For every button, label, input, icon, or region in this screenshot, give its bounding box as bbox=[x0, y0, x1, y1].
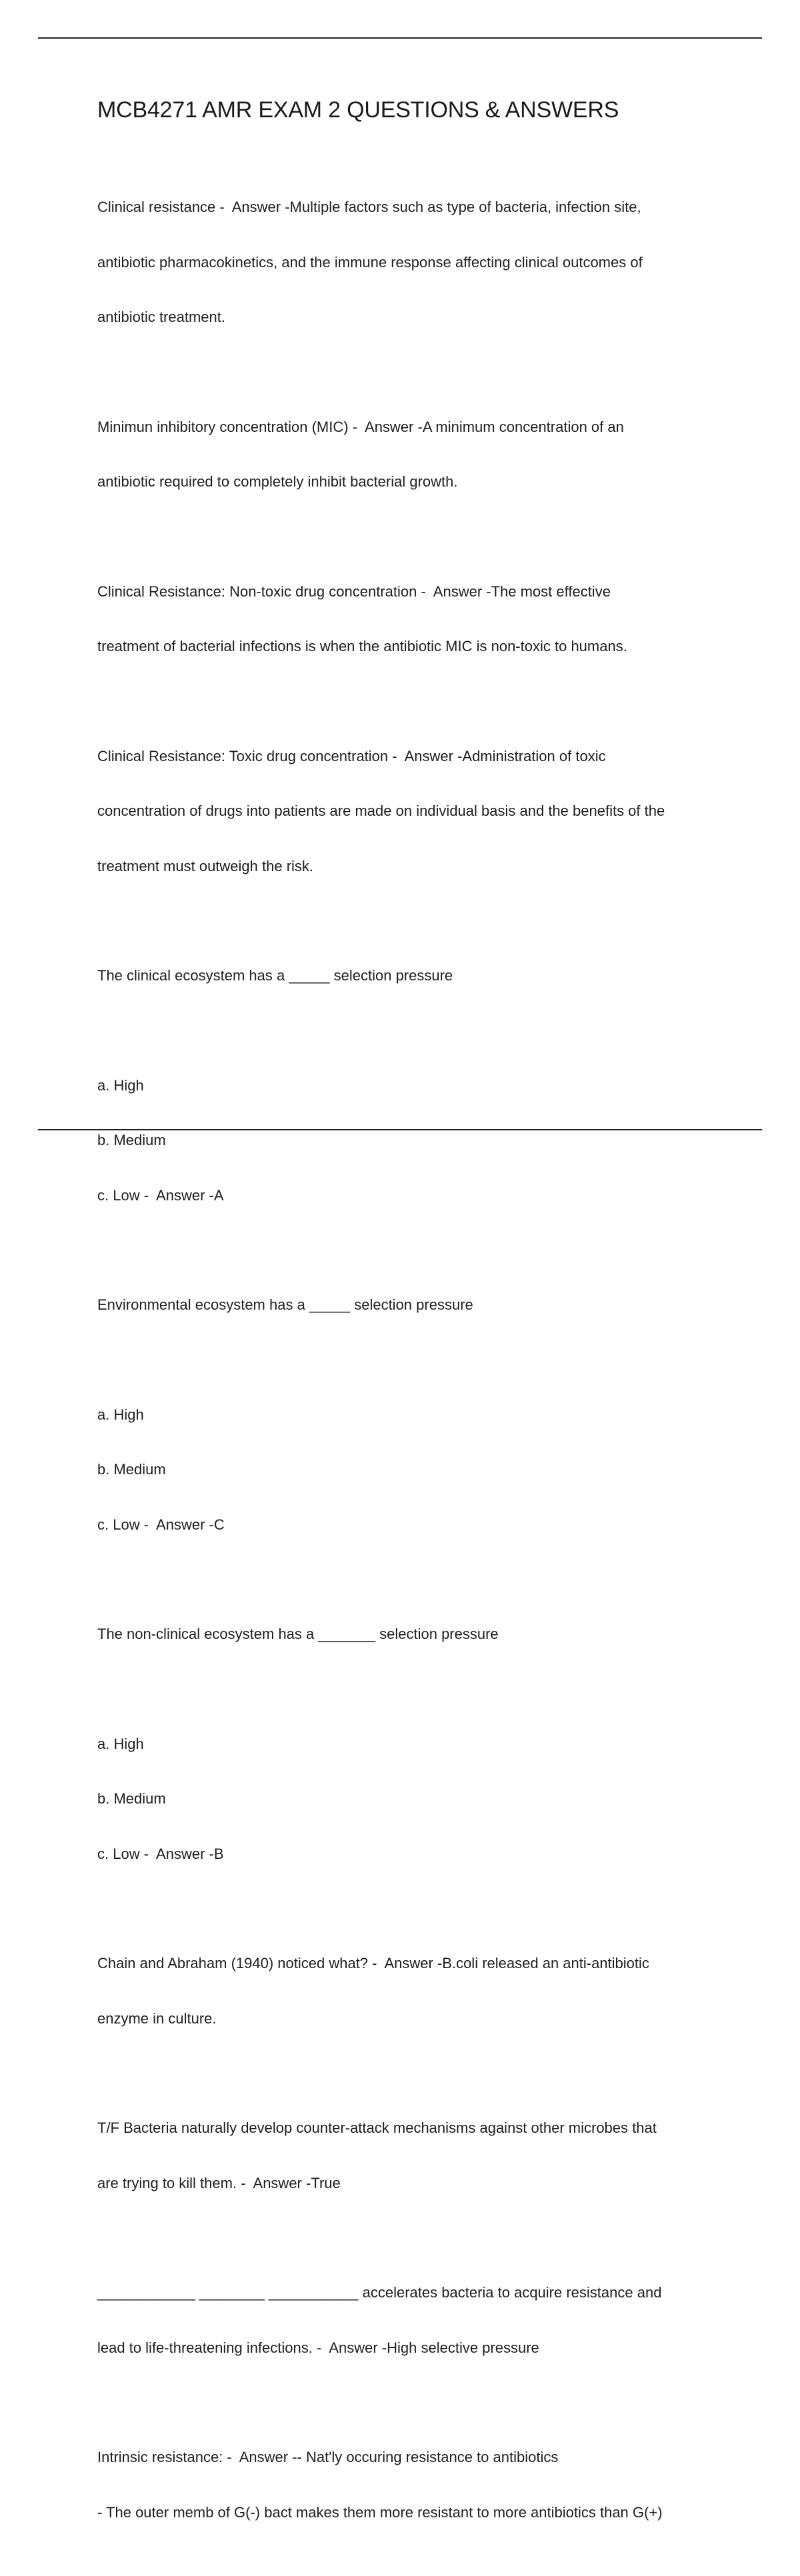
document-body bbox=[97, 95, 734, 2576]
option-a: a. High bbox=[97, 1735, 144, 1752]
entry-line: enzyme in culture. bbox=[97, 2009, 217, 2027]
entry-line: Chain and Abraham (1940) noticed what? - Answer -B.coli released an anti-antibiotic bbox=[97, 1955, 649, 1971]
qa-entry bbox=[97, 710, 734, 912]
option-b: b. Medium bbox=[97, 1790, 166, 1807]
entry-line: ____________ ________ ___________ accelerates bacteria to acquire resistance and bbox=[97, 2284, 662, 2301]
answer-options bbox=[97, 1369, 734, 1571]
option-a: a. High bbox=[97, 1406, 144, 1423]
entry-line: T/F Bacteria naturally develop counter-attack mechanisms against other microbes that bbox=[97, 2119, 657, 2136]
option-b: b. Medium bbox=[97, 1132, 166, 1148]
option-c: c. Low - Answer -B bbox=[97, 1845, 224, 1862]
qa-entry bbox=[97, 546, 734, 692]
qa-entry bbox=[97, 2247, 734, 2393]
entry-line: Clinical resistance - Answer -Multiple factors such as type of bacteria, infection site, bbox=[97, 199, 641, 215]
option-a: a. High bbox=[97, 1076, 144, 1094]
option-b: b. Medium bbox=[97, 1461, 166, 1478]
entry-line: The clinical ecosystem has a _____ selection pressure bbox=[97, 967, 453, 984]
entry-line: Intrinsic resistance: - Answer -- Nat'ly occuring resistance to antibiotics bbox=[97, 2449, 559, 2465]
qa-entry bbox=[97, 161, 734, 363]
qa-entry bbox=[97, 2411, 734, 2558]
entry-line: lead to life-threatening infections. - Answer -High selective pressure bbox=[97, 2339, 539, 2356]
entry-line: Minimun inhibitory concentration (MIC) - Answer -A minimum concentration of an bbox=[97, 418, 624, 435]
option-c: c. Low - Answer -A bbox=[97, 1186, 224, 1204]
question-stem bbox=[97, 930, 734, 1022]
qa-entry bbox=[97, 381, 734, 528]
answer-options bbox=[97, 1040, 734, 1242]
entry-line: antibiotic pharmacokinetics, and the immune response affecting clinical outcomes of bbox=[97, 253, 643, 271]
entry-line: antibiotic required to completely inhibit bacterial growth. bbox=[97, 473, 458, 490]
entry-line: Clinical Resistance: Non-toxic drug concentration - Answer -The most effective bbox=[97, 583, 611, 600]
entry-line: antibiotic treatment. bbox=[97, 309, 225, 325]
entry-line: treatment must outweigh the risk. bbox=[97, 857, 314, 874]
question-stem bbox=[97, 1259, 734, 1351]
qa-entry bbox=[97, 2082, 734, 2229]
qa-entry bbox=[97, 1918, 734, 2064]
entry-line: Environmental ecosystem has a _____ selection pressure bbox=[97, 1296, 473, 1313]
option-c: c. Low - Answer -C bbox=[97, 1516, 225, 1533]
entry-line: are trying to kill them. - Answer -True bbox=[97, 2174, 341, 2191]
answer-options bbox=[97, 1698, 734, 1900]
bottom-rule bbox=[38, 1129, 762, 1130]
document-title: MCB4271 AMR EXAM 2 QUESTIONS & ANSWERS bbox=[97, 97, 619, 123]
entry-line: - The outer memb of G(-) bact makes them more resistant to more antibiotics than G(+) bbox=[97, 2503, 663, 2521]
entry-line: Clinical Resistance: Toxic drug concentration - Answer -Administration of toxic bbox=[97, 747, 606, 764]
entry-line: treatment of bacterial infections is when the antibiotic MIC is non-toxic to humans. bbox=[97, 638, 627, 654]
entry-line: concentration of drugs into patients are made on individual basis and the benefits of the bbox=[97, 802, 665, 819]
entry-line: The non-clinical ecosystem has a _______ selection pressure bbox=[97, 1626, 499, 1642]
top-rule bbox=[38, 37, 762, 39]
question-stem bbox=[97, 1588, 734, 1680]
